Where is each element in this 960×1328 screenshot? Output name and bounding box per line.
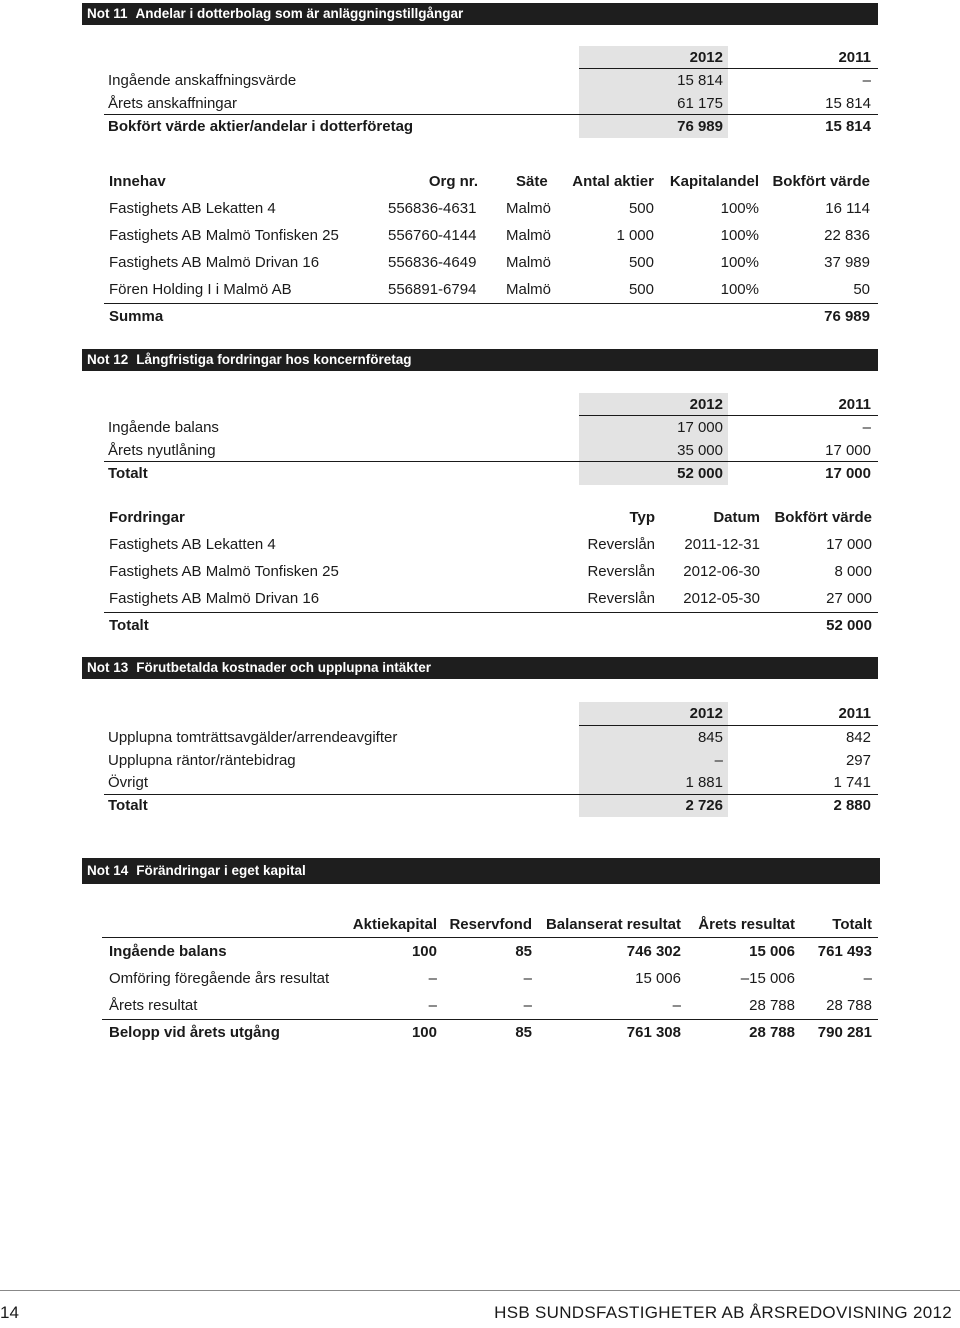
note-title: Andelar i dotterbolag som är anläggningstillgångar: [135, 6, 464, 21]
year-2011: 2011: [838, 49, 871, 66]
year-2011: 2011: [838, 396, 871, 413]
col-arets-resultat: Årets resultat: [698, 916, 795, 933]
total-row: [0, 463, 960, 485]
total-row: [0, 615, 960, 637]
table-row: [0, 417, 960, 439]
row-label: Totalt: [108, 797, 148, 814]
note-number: Not 12: [87, 352, 129, 367]
loan-type: Reverslån: [587, 536, 655, 553]
year-header-row: [0, 394, 960, 416]
row-label: Ingående balans: [109, 943, 227, 960]
year-2012: 2012: [689, 49, 723, 66]
book-value: 17 000: [826, 536, 872, 553]
row-label: Årets resultat: [109, 997, 198, 1014]
row-label: Upplupna tomträttsavgälder/arrendeavgifter: [108, 729, 398, 746]
table-row: [0, 968, 960, 990]
footer-divider: [0, 1290, 960, 1291]
table-row: [0, 588, 960, 610]
reservfond-value: –: [523, 997, 532, 1014]
table-row: [0, 252, 960, 274]
divider: [104, 612, 878, 613]
book-value: 27 000: [826, 590, 872, 607]
divider: [579, 725, 878, 726]
divider: [102, 1019, 878, 1020]
totalt-value: –: [863, 970, 872, 987]
arets-resultat-value: –15 006: [740, 970, 795, 987]
date: 2012-05-30: [683, 590, 760, 607]
value-2012: 17 000: [677, 419, 723, 436]
shares: 500: [628, 200, 654, 217]
reservfond-value: –: [523, 970, 532, 987]
year-2011: 2011: [838, 705, 871, 722]
value-2011: 1 741: [833, 774, 871, 791]
note-12-header: [82, 349, 878, 371]
row-label: Ingående balans: [108, 419, 219, 436]
book-value: 16 114: [825, 200, 870, 217]
value-2012: 52 000: [677, 465, 723, 482]
share-percent: 100%: [720, 254, 759, 271]
value-2011: –: [862, 72, 871, 89]
value-2012: 35 000: [677, 442, 723, 459]
divider: [102, 937, 878, 938]
company-name: Fastighets AB Malmö Drivan 16: [109, 590, 320, 607]
arets-resultat-value: 28 788: [749, 1024, 795, 1041]
seat: Malmö: [506, 281, 552, 298]
sum-value: 76 989: [824, 308, 870, 325]
book-value: 50: [853, 281, 870, 298]
loan-type: Reverslån: [587, 563, 655, 580]
col-sate: Säte: [516, 173, 548, 190]
table-row: [0, 995, 960, 1017]
company-name: Fastighets AB Lekatten 4: [109, 536, 276, 553]
row-label: Belopp vid årets utgång: [109, 1024, 280, 1041]
share-percent: 100%: [720, 227, 759, 244]
table-row: [0, 279, 960, 301]
date: 2011-12-31: [684, 536, 760, 553]
org-nr: 556836-4631: [388, 200, 477, 217]
col-totalt: Totalt: [832, 916, 872, 933]
sum-row: [0, 306, 960, 328]
company-name: Fastighets AB Lekatten 4: [109, 200, 276, 217]
col-fordringar: Fordringar: [109, 509, 185, 526]
aktiekapital-value: 100: [411, 1024, 437, 1041]
table-row: [0, 440, 960, 462]
note-number: Not 14: [87, 863, 129, 878]
value-2012: 15 814: [677, 72, 723, 89]
table-row: [0, 93, 960, 115]
date: 2012-06-30: [683, 563, 760, 580]
row-label: Bokfört värde aktier/andelar i dotterföretag: [108, 118, 414, 135]
value-2011: 17 000: [825, 465, 871, 482]
total-label: Totalt: [109, 617, 149, 634]
shares: 1 000: [616, 227, 654, 244]
company-name: Fastighets AB Malmö Tonfisken 25: [109, 563, 339, 580]
note-number: Not 13: [87, 660, 129, 675]
seat: Malmö: [506, 200, 552, 217]
value-2012: –: [714, 752, 723, 769]
row-label: Årets nyutlåning: [108, 442, 216, 459]
table-row: [0, 225, 960, 247]
note-13-header: [82, 657, 878, 679]
seat: Malmö: [506, 227, 552, 244]
totalt-value: 761 493: [817, 943, 872, 960]
reservfond-value: 85: [515, 1024, 532, 1041]
col-aktiekapital: Aktiekapital: [352, 916, 437, 933]
col-datum: Datum: [713, 509, 760, 526]
aktiekapital-value: 100: [411, 943, 437, 960]
receivables-header-row: [0, 507, 960, 529]
year-header-row: [0, 703, 960, 725]
row-label: Årets anskaffningar: [108, 95, 237, 112]
total-row: [0, 116, 960, 138]
equity-header-row: [0, 914, 960, 936]
total-row: [0, 795, 960, 817]
col-org-nr: Org nr.: [428, 173, 478, 190]
col-innehav: Innehav: [109, 173, 166, 190]
value-2011: 297: [845, 752, 871, 769]
company-name: Fastighets AB Malmö Tonfisken 25: [109, 227, 339, 244]
year-2012: 2012: [689, 396, 723, 413]
org-nr: 556836-4649: [388, 254, 477, 271]
page-number: 14: [0, 1303, 19, 1322]
table-row: [0, 1022, 960, 1044]
balanserat-resultat-value: –: [672, 997, 681, 1014]
balanserat-resultat-value: 761 308: [626, 1024, 681, 1041]
col-typ: Typ: [629, 509, 655, 526]
row-label: Omföring föregående års resultat: [109, 970, 330, 987]
value-2011: 15 814: [825, 95, 871, 112]
share-percent: 100%: [720, 200, 759, 217]
sum-label: Summa: [109, 308, 164, 325]
shares: 500: [628, 281, 654, 298]
company-name: Fören Holding I i Malmö AB: [109, 281, 292, 298]
reservfond-value: 85: [515, 943, 532, 960]
note-number: Not 11: [87, 6, 128, 21]
note-title: Förutbetalda kostnader och upplupna intäkter: [136, 660, 432, 675]
row-label: Upplupna räntor/räntebidrag: [108, 752, 296, 769]
table-row: [0, 772, 960, 794]
footer-title: HSB SUNDSFASTIGHETER AB ÅRSREDOVISNING 2012: [494, 1303, 952, 1322]
divider: [104, 303, 878, 304]
balanserat-resultat-value: 15 006: [635, 970, 681, 987]
value-2012: 1 881: [685, 774, 723, 791]
value-2011: 2 880: [833, 797, 871, 814]
note-14-header: [82, 858, 880, 884]
totalt-value: 28 788: [826, 997, 872, 1014]
year-header-row: [0, 47, 960, 69]
col-kapitalandel: Kapitalandel: [669, 173, 759, 190]
value-2012: 845: [697, 729, 723, 746]
row-label: Ingående anskaffningsvärde: [108, 72, 297, 89]
note-title: Långfristiga fordringar hos koncernföretag: [136, 352, 412, 367]
table-row: [0, 561, 960, 583]
col-antal-aktier: Antal aktier: [572, 173, 654, 190]
table-row: [0, 941, 960, 963]
org-nr: 556760-4144: [388, 227, 477, 244]
value-2011: 17 000: [825, 442, 871, 459]
book-value: 37 989: [824, 254, 870, 271]
share-percent: 100%: [720, 281, 759, 298]
note-11-header: [82, 3, 878, 25]
value-2012: 2 726: [685, 797, 723, 814]
table-row: [0, 198, 960, 220]
holdings-header-row: [0, 171, 960, 193]
arets-resultat-value: 15 006: [749, 943, 795, 960]
arets-resultat-value: 28 788: [749, 997, 795, 1014]
table-row: [0, 534, 960, 556]
shares: 500: [628, 254, 654, 271]
value-2012: 61 175: [677, 95, 723, 112]
value-2011: –: [862, 419, 871, 436]
seat: Malmö: [506, 254, 552, 271]
total-value: 52 000: [826, 617, 872, 634]
col-reservfond: Reservfond: [449, 916, 532, 933]
value-2011: 15 814: [825, 118, 871, 135]
loan-type: Reverslån: [587, 590, 655, 607]
col-bokfort-varde: Bokfört värde: [772, 173, 870, 190]
book-value: 22 836: [824, 227, 870, 244]
note-title: Förändringar i eget kapital: [136, 863, 306, 878]
col-bokfort-varde: Bokfört värde: [774, 509, 872, 526]
value-2012: 76 989: [677, 118, 723, 135]
row-label: Totalt: [108, 465, 148, 482]
year-2012: 2012: [689, 705, 723, 722]
balanserat-resultat-value: 746 302: [626, 943, 681, 960]
row-label: Övrigt: [108, 774, 149, 791]
totalt-value: 790 281: [817, 1024, 872, 1041]
aktiekapital-value: –: [428, 970, 437, 987]
table-row: [0, 750, 960, 772]
org-nr: 556891-6794: [388, 281, 477, 298]
table-row: [0, 727, 960, 749]
value-2011: 842: [845, 729, 871, 746]
company-name: Fastighets AB Malmö Drivan 16: [109, 254, 320, 271]
book-value: 8 000: [834, 563, 872, 580]
aktiekapital-value: –: [428, 997, 437, 1014]
table-row: [0, 70, 960, 92]
col-balanserat-resultat: Balanserat resultat: [545, 916, 681, 933]
